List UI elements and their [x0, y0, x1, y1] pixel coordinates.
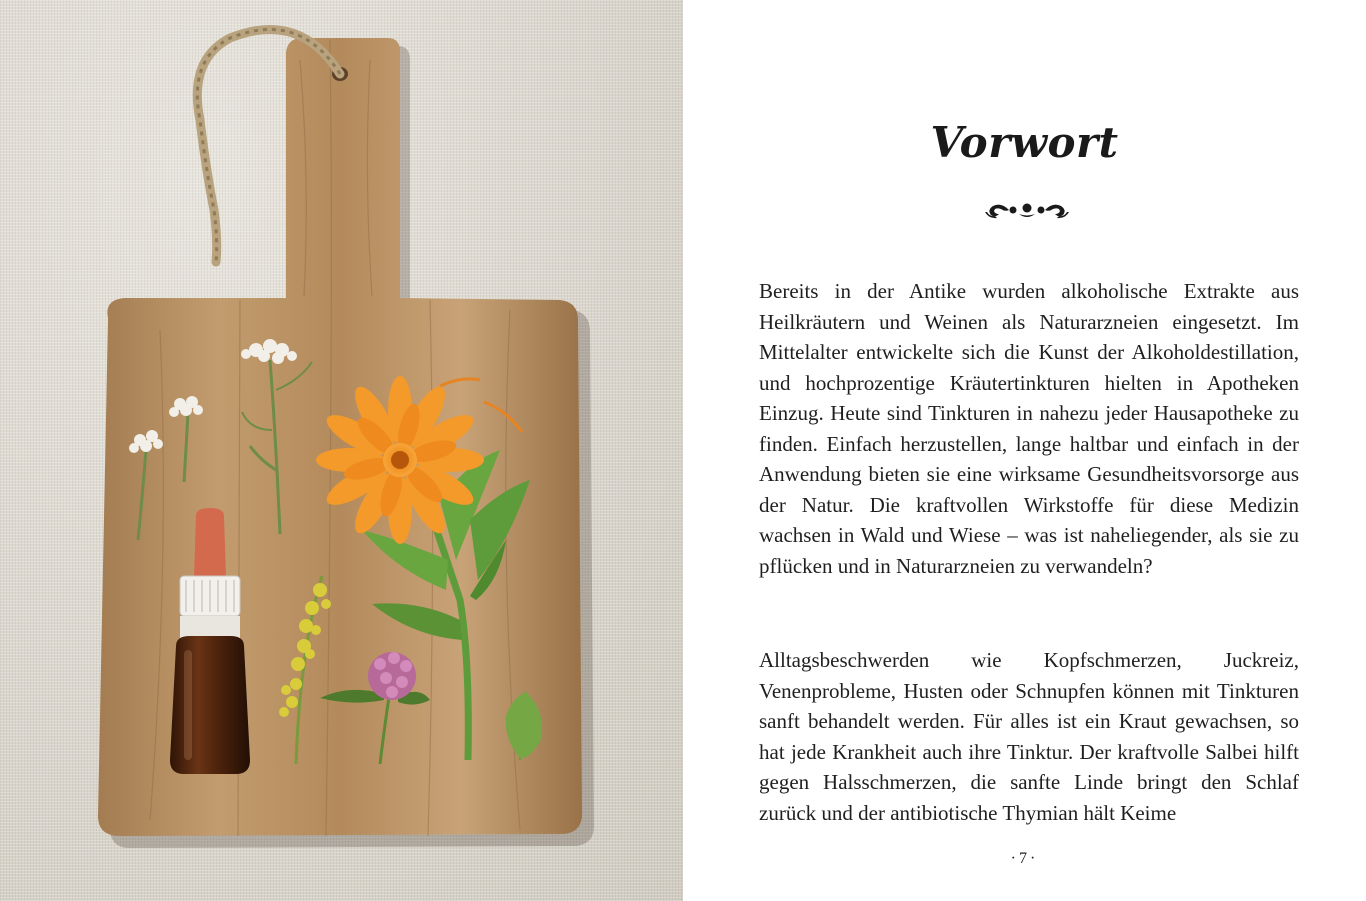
paragraph-1: Bereits in der Antike wurden alkoholische Extrakte aus Heilkräutern und Weinen als Naturarzneien eingesetzt. Im Mittelalter entwickelte sich die Kunst der Alkoholdestillation, und hochprozentige Kräutertinkturen hielten in Apotheken Einzug. Heute sind Tinkturen in nahezu jeder Hausapotheke zu finden. Einfach herzustellen, lange haltbar und einfach in der Anwendung bieten sie eine wirksame Gesundheitsvorsorge aus der Natur. Die kraftvollen Wirkstoffe für diese Medizin wachsen in Wald und Wiese – was ist naheliegender, als sie zu pflücken und in Naturarzneien zu verwandeln? — [759, 279, 1299, 578]
page-number: ·7· — [1010, 850, 1039, 867]
flourish-ornament-icon — [983, 194, 1071, 224]
chapter-title: Vorwort — [930, 118, 1119, 167]
text-page — [683, 0, 1366, 901]
paragraph-2: Alltagsbeschwerden wie Kopfschmerzen, Juckreiz, Venenprobleme, Husten oder Schnupfen können mit Tinkturen sanft behandelt werden. Für alles ist ein Kraut gewachsen, so hat jede Krankheit auch ihre Tinktur. Der kraftvolle Salbei hilft gegen Halsschmerzen, die sanfte Linde bringt den Schlaf zurück und der antibiotische Thymian hält Keime — [759, 648, 1299, 825]
